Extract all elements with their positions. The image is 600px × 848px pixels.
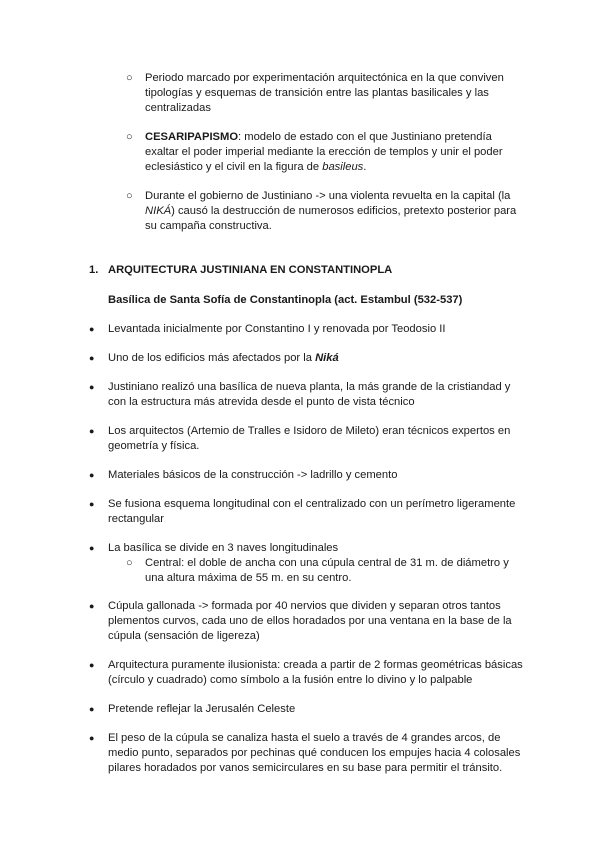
list-item-segment: Uno de los edificios más afectados por la — [108, 352, 316, 364]
filled-bullet-icon: ● — [89, 601, 95, 611]
list-item-text: Arquitectura puramente ilusionista: creada a partir de 2 formas geométricas básicas (círculo y cuadrado) como símbolo a la fusión entre lo divino y lo palpable — [108, 659, 523, 687]
nested-item-text: Central: el doble de ancha con una cúpula central de 31 m. de diámetro y una altura máxima de 55 m. en su centro. — [145, 557, 509, 585]
filled-bullet-icon: ● — [89, 426, 95, 436]
hollow-bullet-icon: ○ — [126, 72, 133, 84]
section-title: ARQUITECTURA JUSTINIANA EN CONSTANTINOPLA — [108, 264, 393, 276]
filled-bullet-icon: ● — [89, 733, 95, 743]
nika-emphasis: Niká — [315, 352, 339, 364]
basileus-term: basileus — [322, 161, 364, 174]
hollow-bullet-icon: ○ — [126, 557, 133, 569]
section-heading — [89, 263, 392, 278]
intro-text-segment: : modelo de estado con el que Justiniano pretendía exaltar el poder imperial mediante la erección de templos y unir el poder eclesiástico y el civil en la figura de — [145, 131, 503, 174]
nika-term: NIKÁ — [145, 205, 172, 218]
list-item-text: Pretende reflejar la Jerusalén Celeste — [108, 703, 296, 715]
list-item-text: El peso de la cúpula se canaliza hasta el suelo a través de 4 grandes arcos, de medio punto, separados por pechinas qué conducen los empujes hacia 4 colosales pilares horadados por vanos semicirculares en su base para permitir el tránsito. — [108, 732, 521, 775]
intro-text-segment: ) causó la destrucción de numerosos edificios, pretexto posterior para su campaña constructiva. — [145, 205, 517, 233]
filled-bullet-icon: ● — [89, 704, 95, 714]
intro-text-segment: . — [363, 161, 367, 174]
intro-item-text — [145, 189, 523, 235]
filled-bullet-icon: ● — [89, 660, 95, 670]
list-item-text: Cúpula gallonada -> formada por 40 nervios que dividen y separan otros tantos plementos curvos, cada uno de ellos horadados por una ventana en la base de la cúpula (sensación de ligereza) — [108, 600, 512, 643]
intro-item-text: Periodo marcado por experimentación arquitectónica en la que conviven tipologías y esquemas de transición entre las plantas basilicales y las centralizadas — [145, 72, 504, 115]
section-number: 1. — [89, 264, 99, 276]
list-item-text — [108, 351, 523, 366]
filled-bullet-icon: ● — [89, 543, 95, 553]
list-item-text: Los arquitectos (Artemio de Tralles e Isidoro de Mileto) eran técnicos expertos en geometría y física. — [108, 425, 511, 453]
list-item-text: Justiniano realizó una basílica de nueva planta, la más grande de la cristiandad y con la estructura más atrevida desde el punto de vista técnico — [108, 381, 511, 409]
filled-bullet-icon: ● — [89, 470, 95, 480]
list-item-text: Materiales básicos de la construcción -> ladrillo y cemento — [108, 469, 398, 481]
intro-item-text — [145, 130, 523, 176]
list-item-text: La basílica se divide en 3 naves longitudinales — [108, 542, 339, 554]
hollow-bullet-icon: ○ — [126, 190, 133, 202]
hollow-bullet-icon: ○ — [126, 131, 133, 143]
intro-text-segment: Durante el gobierno de Justiniano -> una violenta revuelta en la capital (la — [145, 190, 511, 202]
filled-bullet-icon: ● — [89, 324, 95, 334]
filled-bullet-icon: ● — [89, 499, 95, 509]
cesaripapismo-term: CESARIPAPISMO — [145, 131, 239, 143]
list-item-text: Levantada inicialmente por Constantino I y renovada por Teodosio II — [108, 323, 446, 335]
filled-bullet-icon: ● — [89, 382, 95, 392]
filled-bullet-icon: ● — [89, 353, 95, 363]
list-item-text: Se fusiona esquema longitudinal con el centralizado con un perímetro ligeramente rectangular — [108, 498, 516, 526]
section-subtitle: Basílica de Santa Sofía de Constantinopla (act. Estambul (532-537) — [108, 294, 463, 306]
